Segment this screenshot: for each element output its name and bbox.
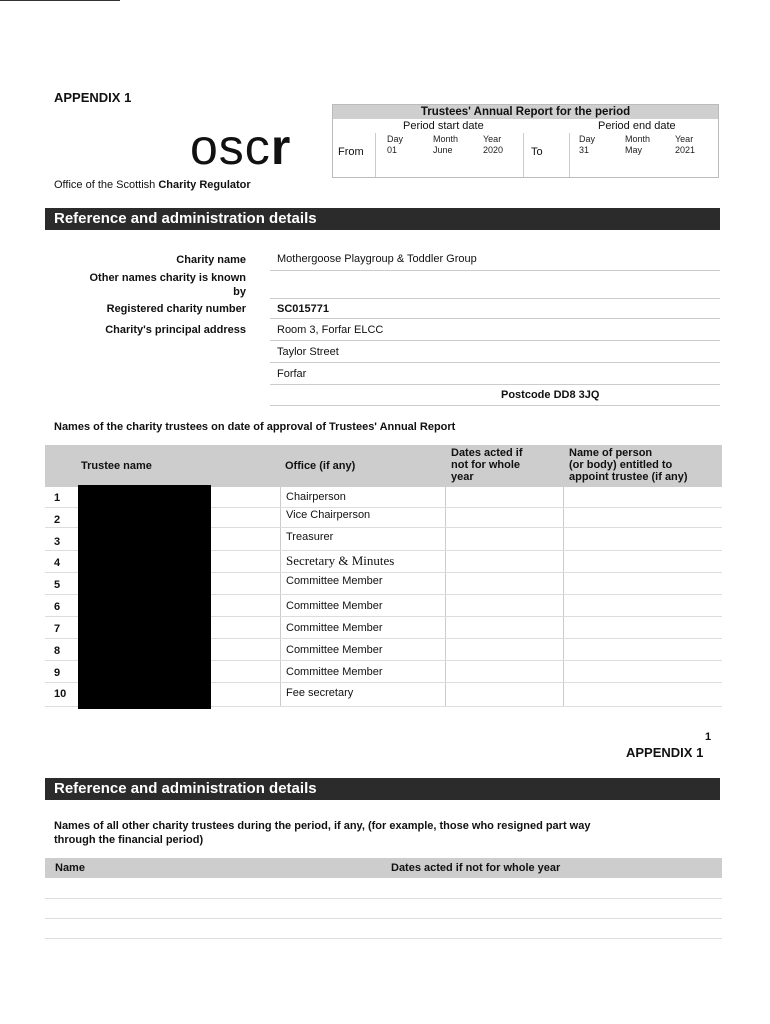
regulator-bold: Charity Regulator — [158, 179, 251, 191]
row-office: Fee secretary — [286, 687, 354, 699]
other-trustees-heading-2: through the financial period) — [54, 834, 204, 846]
row-office: Committee Member — [286, 600, 383, 612]
col-dates-line: year — [451, 471, 474, 483]
reporting-period-box — [332, 104, 719, 178]
row-office: Chairperson — [286, 491, 346, 503]
end-year-label: Year — [675, 134, 694, 144]
address-line-2: Taylor Street — [277, 346, 339, 358]
col-dates-other: Dates acted if not for whole year — [391, 862, 561, 874]
regulator-caption — [54, 179, 251, 191]
reg-number-value: SC015771 — [277, 303, 329, 315]
row-office: Secretary & Minutes — [286, 553, 395, 568]
section-bar-reference: Reference and administration details — [45, 208, 720, 230]
row-divider — [270, 318, 720, 319]
divider — [523, 133, 524, 177]
row-number: 1 — [54, 492, 61, 504]
postcode-value: DD8 3JQ — [553, 389, 600, 401]
col-dates-line: not for whole — [451, 459, 521, 471]
row-office: Committee Member — [286, 575, 383, 587]
end-year: 2021 — [675, 145, 696, 155]
col-appoint-line: Name of person — [569, 447, 653, 459]
row-number: 8 — [54, 645, 61, 657]
oscr-logo — [190, 119, 292, 175]
row-office: Treasurer — [286, 531, 334, 543]
start-year-label: Year — [483, 134, 502, 144]
end-month-label: Month — [625, 134, 651, 144]
to-label: To — [531, 146, 543, 158]
scan-edge-line — [0, 0, 120, 1]
other-trustees-header — [45, 858, 722, 878]
row-divider — [270, 340, 720, 341]
postcode — [501, 389, 599, 401]
start-month-label: Month — [433, 134, 459, 144]
divider — [569, 133, 570, 177]
row-number: 4 — [54, 557, 61, 569]
col-office: Office (if any) — [285, 460, 356, 472]
address-line-3: Forfar — [277, 368, 307, 380]
other-names-label: Other names charity is known — [89, 272, 246, 284]
start-day-label: Day — [387, 134, 404, 144]
col-appoint-line: (or body) entitled to — [569, 459, 673, 471]
col-dates-line: Dates acted if — [451, 447, 523, 459]
start-year: 2020 — [483, 145, 504, 155]
reg-number-label: Registered charity number — [106, 303, 246, 315]
from-label: From — [338, 146, 364, 158]
col-trustee-name: Trustee name — [81, 460, 152, 472]
charity-name-value: Mothergoose Playgroup & Toddler Group — [277, 253, 477, 265]
start-month: June — [433, 145, 453, 155]
end-month: May — [625, 145, 643, 155]
row-office: Committee Member — [286, 622, 383, 634]
appendix-label-2: APPENDIX 1 — [626, 745, 704, 760]
row-number: 10 — [54, 688, 67, 700]
other-trustees-heading-1: Names of all other charity trustees during the period, if any, (for example, those who resigned part way — [54, 820, 591, 832]
trustees-table-header — [45, 445, 722, 487]
end-day: 31 — [579, 145, 590, 155]
period-end-label: Period end date — [598, 120, 676, 132]
row-number: 3 — [54, 536, 61, 548]
row-divider — [45, 898, 722, 899]
row-divider — [270, 298, 720, 299]
row-number: 7 — [54, 623, 61, 635]
address-line-1: Room 3, Forfar ELCC — [277, 324, 384, 336]
end-day-label: Day — [579, 134, 596, 144]
divider — [375, 133, 376, 177]
col-appoint-line: appoint trustee (if any) — [569, 471, 688, 483]
appendix-label: APPENDIX 1 — [54, 90, 132, 105]
trustees-heading: Names of the charity trustees on date of approval of Trustees' Annual Report — [54, 421, 456, 433]
address-label: Charity's principal address — [105, 324, 246, 336]
row-divider — [270, 362, 720, 363]
row-number: 5 — [54, 579, 61, 591]
row-divider — [270, 270, 720, 271]
logo-text-bold: r — [270, 119, 292, 175]
row-number: 9 — [54, 667, 61, 679]
charity-name-label: Charity name — [176, 254, 246, 266]
start-day: 01 — [387, 145, 398, 155]
regulator-prefix: Office of the Scottish — [54, 179, 159, 191]
column-divider — [280, 487, 281, 707]
col-name: Name — [55, 862, 85, 874]
logo-text-light: osc — [190, 119, 271, 175]
period-title: Trustees' Annual Report for the period — [333, 105, 718, 119]
redaction-block — [78, 485, 211, 709]
column-divider — [445, 487, 446, 707]
page-number: 1 — [705, 731, 712, 743]
postcode-label: Postcode — [501, 389, 551, 401]
col-dates — [451, 447, 523, 483]
row-office: Committee Member — [286, 644, 383, 656]
other-names-label-by: by — [233, 286, 246, 298]
row-office: Vice Chairperson — [286, 509, 371, 521]
row-office: Committee Member — [286, 666, 383, 678]
column-divider — [563, 487, 564, 707]
row-divider — [45, 918, 722, 919]
section-bar-reference-2: Reference and administration details — [45, 778, 720, 800]
row-divider — [270, 384, 720, 385]
row-divider — [45, 938, 722, 939]
period-start-label: Period start date — [403, 120, 484, 132]
col-appoint — [569, 447, 688, 483]
row-number: 2 — [54, 514, 61, 526]
row-divider — [270, 405, 720, 406]
row-number: 6 — [54, 601, 61, 613]
